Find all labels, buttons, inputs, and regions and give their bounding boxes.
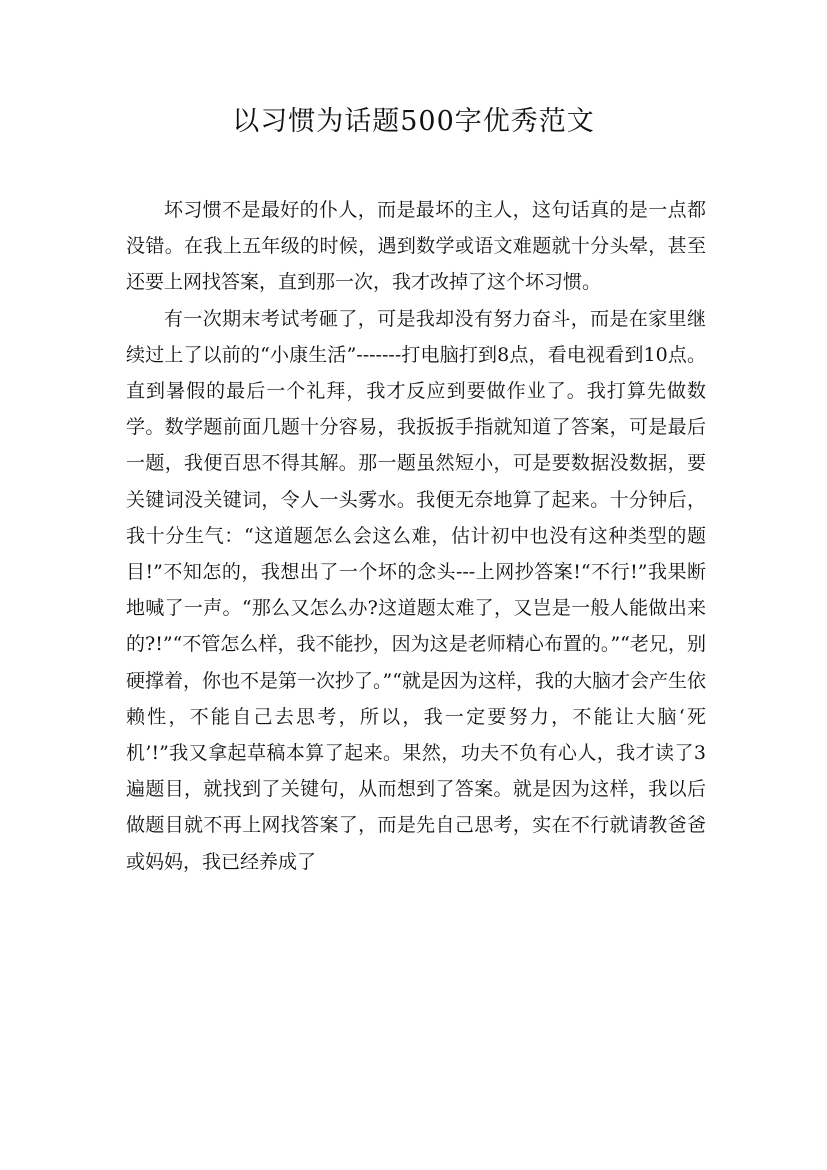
paragraph: 有一次期末考试考砸了，可是我却没有努力奋斗，而是在家里继续过上了以前的“小康生活”-------打电脑打到8点，看电视看到10点。直到暑假的最后一个礼拜，我才反应到要做作业了。我打算先做数学。数学题前面几题十分容易，我扳扳手指就知道了答案，可是最后一题，我便百思不得其解。那一题虽然短小，可是要数据没数据，要关键词没关键词，令人一头雾水。我便无奈地算了起来。十分钟后，我十分生气：“这道题怎么会这么难，估计初中也没有这种类型的题目!”不知怎的，我想出了一个坏的念头---上网抄答案!“不行!”我果断地喊了一声。“那么又怎么办?这道题太难了，又岂是一般人能做出来的?!”“不管怎么样，我不能抄，因为这是老师精心布置的。”“老兄，别硬撑着，你也不是第一次抄了。”“就是因为这样，我的大脑才会产生依赖性，不能自己去思考，所以，我一定要努力，不能让大脑‘死机’!”我又拿起草稿本算了起来。果然，功夫不负有心人，我才读了3遍题目，就找到了关键句，从而想到了答案。就是因为这样，我以后做题目就不再上网找答案了，而是先自己思考，实在不行就请教爸爸或妈妈，我已经养成了 <box>126 307 706 873</box>
document-title: 以习惯为话题500字优秀范文 <box>232 106 595 137</box>
document-body <box>126 192 706 880</box>
paragraph: 坏习惯不是最好的仆人，而是最坏的主人，这句话真的是一点都没错。在我上五年级的时候，遇到数学或语文难题就十分头晕，甚至还要上网找答案，直到那一次，我才改掉了这个坏习惯。 <box>126 199 706 294</box>
